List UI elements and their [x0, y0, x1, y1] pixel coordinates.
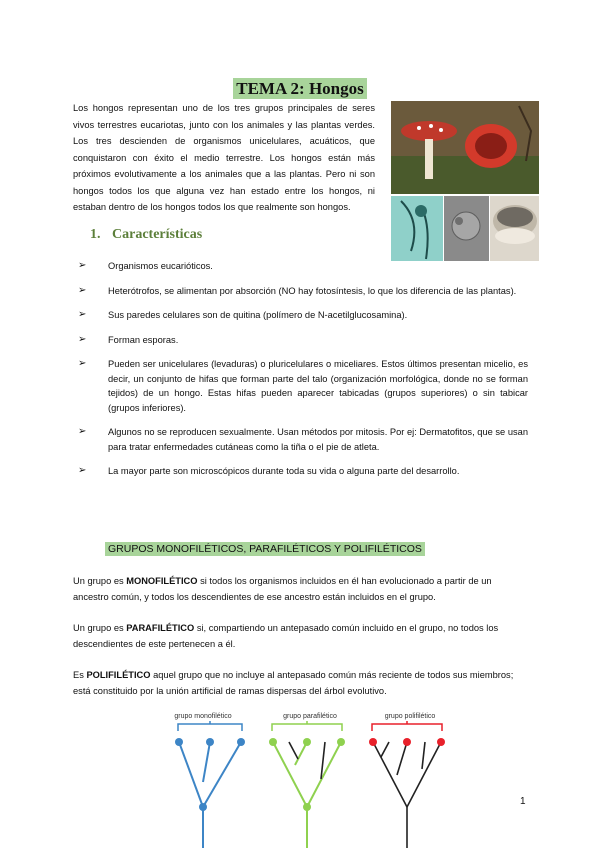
paragraph-parafiletico	[73, 620, 528, 652]
section-number: 1.	[90, 227, 101, 242]
list-item-text: Sus paredes celulares son de quitina (polímero de N-acetilglucosamina).	[108, 310, 408, 320]
list-item-text: Pueden ser unicelulares (levaduras) o pluricelulares o miceliares. Estos últimos presentan micelio, es decir, un conjunto de hifas que forman parte del talo (organización morfológica, donde no se forman tejidos) de un hongo. Estas hifas pueden aparecer tabicadas (grupos superiores) o sin tabicar (grupos inferiores).	[108, 359, 528, 413]
bracket-para	[272, 721, 342, 731]
term-polifiletico: POLIFILÉTICO	[86, 670, 151, 680]
list-item	[78, 464, 528, 479]
paragraph-monofiletico	[73, 573, 528, 605]
paragraph-text: aquel grupo que no incluye al antepasado común más reciente de todos sus miembros; está constituido por la unión artificial de ramas dispersas del árbol evolutivo.	[73, 670, 514, 696]
tree-parafiletico	[273, 742, 341, 848]
arrow-bullet-icon: ➢	[78, 260, 87, 271]
fungi-photo-collage	[391, 101, 539, 261]
nodes-monofiletico	[175, 738, 245, 811]
arrow-bullet-icon: ➢	[78, 284, 87, 296]
list-item-text: La mayor parte son microscópicos durante toda su vida o alguna parte del desarrollo.	[108, 466, 460, 476]
list-item	[78, 308, 528, 323]
term-parafiletico: PARAFILÉTICO	[126, 623, 195, 633]
arrow-bullet-icon: ➢	[78, 426, 87, 437]
tree-parafiletico-excluded	[289, 742, 325, 779]
label-parafiletico: grupo parafilético	[283, 713, 337, 720]
paragraph-text: Un grupo es	[73, 623, 127, 633]
phylogeny-diagram	[160, 707, 460, 848]
bracket-poly	[372, 721, 442, 731]
list-item	[78, 284, 528, 299]
tree-polifiletico	[373, 742, 441, 848]
section-heading-caracteristicas	[90, 227, 202, 243]
nodes-parafiletico	[269, 738, 345, 811]
arrow-bullet-icon: ➢	[78, 358, 87, 369]
list-item-text: Heterótrofos, se alimentan por absorción (NO hay fotosíntesis, lo que los diferencia de las plantas).	[108, 285, 517, 296]
list-item-text: Forman esporas.	[108, 334, 179, 345]
section-title: Características	[112, 227, 203, 242]
paragraph-text: Un grupo es	[73, 576, 127, 586]
page-number: 1	[520, 796, 526, 807]
paragraph-text: Es	[73, 670, 87, 680]
section-heading-grupos: GRUPOS MONOFILÉTICOS, PARAFILÉTICOS Y POLIFILÉTICOS	[105, 542, 425, 556]
fungi-photo-collage-image	[391, 101, 539, 261]
list-item-text: Organismos eucarióticos.	[108, 261, 213, 271]
list-item	[78, 425, 528, 454]
list-item	[78, 259, 528, 274]
list-item	[78, 357, 528, 415]
intro-paragraph: Los hongos representan uno de los tres grupos principales de seres vivos terrestres eucariotas, junto con los animales y las plantas verdes. Los tres descienden de organismos unicelulares, acuáticos, que conquistaron con éxito el medio terrestre. Los hongos están más próximos evolutivamente a los animales que a las plantas. Pero ni son hongos todos los que alguna vez han estado entre los hongos, ni estaban dentro de los hongos todos los que realmente son hongos.	[73, 103, 375, 212]
title-wrap	[0, 78, 600, 99]
term-monofiletico: MONOFILÉTICO	[126, 576, 198, 586]
nodes-polifiletico	[369, 738, 445, 746]
bracket-mono	[178, 721, 242, 731]
paragraph-text: si todos los organismos incluidos en él han evolucionado a partir de un ancestro común, y todos los descendientes de ese ancestro están incluidos en el grupo.	[73, 576, 492, 602]
tree-monofiletico	[179, 742, 241, 848]
paragraph-polifiletico	[73, 667, 528, 699]
characteristics-list	[78, 259, 528, 479]
arrow-bullet-icon: ➢	[78, 333, 87, 345]
list-item-text: Algunos no se reproducen sexualmente. Usan métodos por mitosis. Por ej: Dermatofitos, que se usan para tratar enfermedades cutáneas como la tiña o el pie de atleta.	[108, 427, 528, 452]
label-monofiletico: grupo monofilético	[174, 713, 232, 720]
list-item	[78, 333, 528, 348]
page-title: TEMA 2: Hongos	[233, 78, 367, 99]
arrow-bullet-icon: ➢	[78, 465, 87, 476]
label-polifiletico: grupo polifilético	[384, 713, 436, 720]
paragraph-text: si, compartiendo un antepasado común incluido en el grupo, no todos los descendientes de este pertenecen a él.	[73, 623, 499, 649]
arrow-bullet-icon: ➢	[78, 309, 87, 320]
